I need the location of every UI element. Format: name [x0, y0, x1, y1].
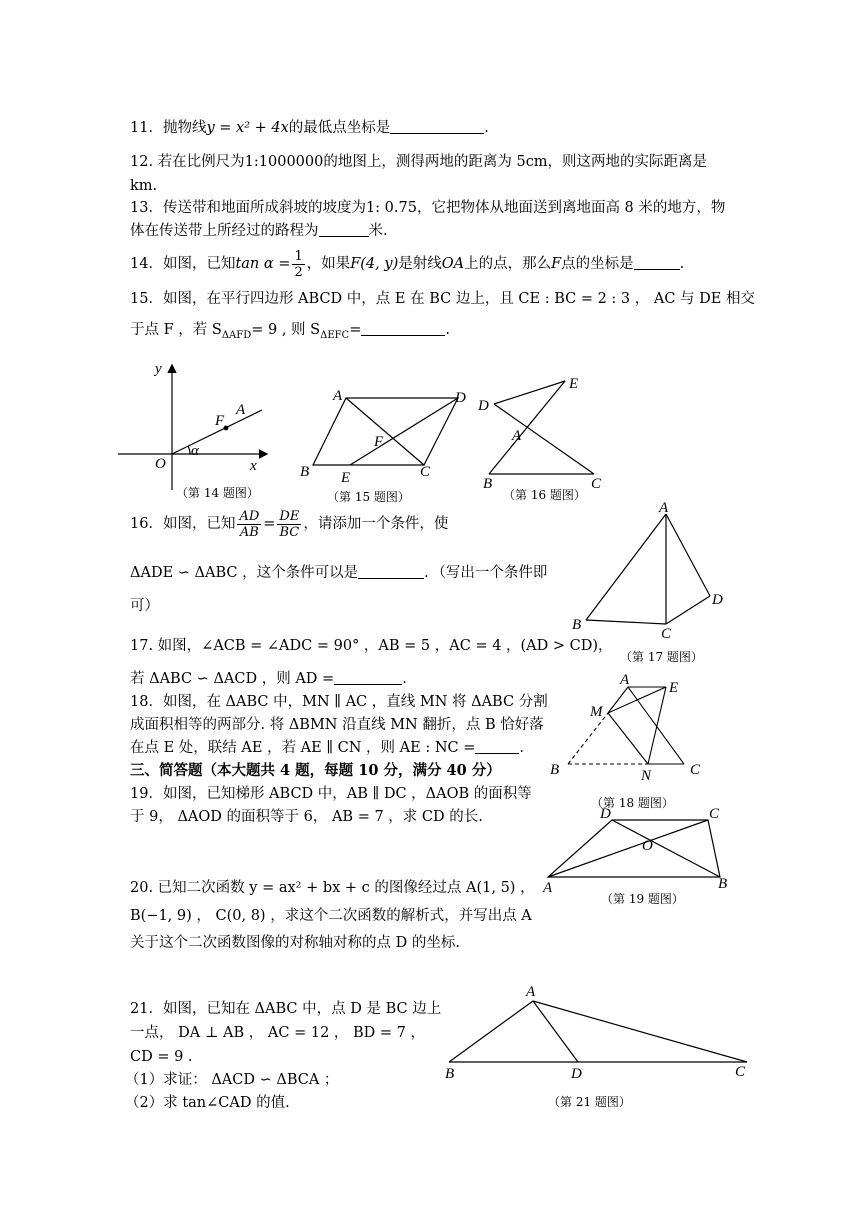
q14-text-g: 上的点，那么	[464, 256, 552, 272]
question-19-line2: 于 9， ΔAOD 的面积等于 6， AB = 7 ，求 CD 的长.	[130, 809, 483, 825]
line-ad	[533, 1001, 578, 1062]
q18-answer-blank[interactable]	[475, 739, 519, 754]
caption-fig18: （第 18 题图）	[591, 796, 674, 810]
fig15-f: F	[374, 434, 384, 450]
q14-point: F(4, y)	[350, 256, 399, 272]
question-18-line1: 18．如图，在 ΔABC 中，MN ∥ AC ，直线 MN 将 ΔABC 分割	[130, 694, 548, 710]
figure-17	[586, 514, 710, 624]
fig15-b: B	[300, 464, 310, 480]
q14-den: 2	[294, 264, 303, 280]
q16-d2: BC	[279, 524, 300, 540]
fig17-c: C	[661, 626, 672, 642]
figure-21	[449, 1001, 747, 1062]
question-15-line1: 15．如图，在平行四边形 ABCD 中，点 E 在 BC 边上，且 CE : BC = 2 : 3 ， AC 与 DE 相交	[130, 291, 755, 307]
question-19-line1: 19．如图，已知梯形 ABCD 中，AB ∥ DC ，ΔAOB 的面积等	[130, 786, 532, 802]
q15-sub2: ΔEFC	[320, 329, 350, 341]
fig17-b: B	[572, 617, 582, 633]
q16-answer-blank[interactable]	[358, 564, 424, 579]
fig14-y: y	[155, 361, 162, 377]
fig14-o: O	[155, 456, 166, 472]
point-f	[224, 426, 228, 430]
question-21-line1: 21．如图，已知在 ΔABC 中，点 D 是 BC 边上	[130, 1001, 442, 1017]
line-me	[608, 687, 666, 713]
fig16-a: A	[512, 428, 522, 444]
q14-text-k: 点的坐标是	[561, 256, 634, 272]
q14-tan: tan α =	[235, 256, 291, 272]
q16-text-c: ΔADE ∽ ΔABC ，这个条件可以是	[130, 565, 359, 581]
q14-ray: OA	[441, 256, 465, 272]
caption-fig21: （第 21 题图）	[548, 1095, 631, 1109]
q15-text-b: = 9 , 则 S	[251, 322, 321, 338]
q14-text-a: 14．如图，已知	[130, 256, 236, 272]
q14-text-c: ，如果	[306, 256, 351, 272]
question-18-line2: 成面积相等的两部分. 将 ΔBMN 沿直线 MN 翻折，点 B 恰好落	[130, 717, 544, 733]
question-20-line1: 20. 已知二次函数 y = ax² + bx + c 的图像经过点 A(1, 5) ，	[130, 880, 535, 896]
line-ab	[449, 1001, 533, 1062]
fig18-b: B	[550, 762, 560, 778]
fig18-a: A	[620, 672, 630, 688]
q17-text: 若 ΔABC ∽ ΔACD ，则 AD =	[130, 671, 335, 687]
angle-arc	[188, 446, 190, 454]
figure-15	[313, 398, 458, 465]
q16-n2: DE	[279, 508, 300, 524]
q15-text-c: =	[349, 322, 362, 338]
fig17-d: D	[712, 592, 723, 608]
caption-fig15: （第 15 题图）	[327, 490, 410, 504]
line-de	[350, 398, 458, 465]
figure-19	[548, 820, 720, 877]
section-3-heading: 三、简答题（本大题共 4 题，每题 10 分，满分 40 分）	[130, 762, 501, 779]
fig21-c: C	[735, 1064, 746, 1080]
fig21-a: A	[526, 984, 536, 1000]
fig15-a: A	[333, 388, 343, 404]
q11-end: .	[484, 120, 489, 136]
question-21-line2: 一点， DA ⊥ AB ， AC = 12 ， BD = 7 ，	[130, 1025, 425, 1041]
fig14-x: x	[250, 458, 257, 474]
fig19-c: C	[709, 806, 720, 822]
line-de	[494, 381, 565, 404]
q13-text: 体在传送带上所经过的路程为	[130, 223, 319, 239]
line-cd	[666, 596, 710, 624]
question-20-line3: 关于这个二次函数图像的对称轴对称的点 D 的坐标.	[130, 935, 460, 951]
fig18-e: E	[669, 680, 679, 696]
fig19-o: O	[642, 838, 653, 854]
line-ad	[666, 514, 710, 596]
fig17-a: A	[659, 500, 669, 516]
q16-text-b: ，请添加一个条件，使	[303, 516, 449, 532]
question-21-line4: （1）求证： ΔACD ∽ ΔBCA ；	[125, 1072, 339, 1088]
fig15-c: C	[420, 464, 431, 480]
fig18-m: M	[590, 704, 603, 720]
q14-num: 1	[294, 248, 303, 264]
question-21-line5: （2）求 tan∠CAD 的值.	[125, 1095, 290, 1111]
question-13-line1: 13．传送带和地面所成斜坡的坡度为1: 0.75，它把物体从地面送到离地面高 8 米的地方，物	[130, 200, 726, 216]
question-18-line3	[130, 738, 524, 758]
fig14-f: F	[215, 413, 225, 429]
trapezoid	[548, 820, 720, 877]
fig18-c: C	[690, 762, 701, 778]
q16-n1: AD	[239, 508, 260, 524]
fig14-a: A	[236, 402, 246, 418]
q16-eq: =	[263, 516, 276, 532]
figure-14	[118, 366, 266, 490]
q15-sub1: ΔAFD	[221, 329, 252, 341]
fig15-e: E	[341, 470, 351, 486]
line-bc	[586, 620, 666, 624]
line-ac	[628, 687, 684, 764]
q14-text-e: 是射线	[398, 256, 442, 272]
line-ac	[533, 1001, 747, 1062]
fig16-e: E	[569, 376, 579, 392]
caption-fig17: （第 17 题图）	[620, 650, 703, 664]
q11-expression: y = x² + 4x	[206, 120, 289, 136]
q16-fraction-1	[237, 509, 261, 540]
q18-end: .	[519, 740, 524, 756]
q17-answer-blank[interactable]	[334, 670, 402, 685]
fig19-d: D	[600, 806, 611, 822]
question-12-line1: 12. 若在比例尺为1:1000000的地图上，测得两地的距离为 5cm，则这两地的实际距离是	[130, 154, 708, 170]
fig15-d: D	[455, 390, 466, 406]
fig19-a: A	[543, 880, 553, 896]
question-17-line2	[130, 669, 407, 689]
line-mn	[608, 713, 648, 764]
q13-unit: 米.	[368, 223, 388, 239]
question-21-line3: CD = 9 .	[130, 1049, 193, 1065]
question-16-line1	[130, 504, 448, 544]
fig19-b: B	[718, 876, 728, 892]
q16-text-d: ．（写出一个条件即	[424, 565, 548, 581]
q16-fraction-2	[277, 509, 301, 540]
caption-fig19: （第 19 题图）	[601, 892, 684, 906]
q14-end: .	[679, 256, 685, 272]
fig16-c: C	[591, 476, 602, 492]
diag-ac	[346, 398, 424, 465]
q11-number: 11．抛物线	[130, 120, 207, 136]
caption-fig16: （第 16 题图）	[503, 488, 586, 502]
fig21-d: D	[571, 1066, 582, 1082]
question-16-line3: 可）	[130, 598, 159, 614]
q15-text-a: 于点 F ，若 S	[130, 322, 222, 338]
question-12-line2: km.	[130, 178, 158, 194]
caption-fig14: （第 14 题图）	[176, 486, 259, 500]
line-en	[648, 687, 666, 764]
question-16-line2	[130, 563, 547, 583]
q16-text-a: 16．如图，已知	[130, 516, 236, 532]
fig16-b: B	[483, 476, 493, 492]
q11-text: 的最低点坐标是	[288, 120, 391, 136]
fig18-n: N	[641, 768, 652, 784]
q16-d1: AB	[239, 524, 259, 540]
question-20-line2: B(−1, 9) ， C(0, 8) ，求这个二次函数的解析式，并写出点 A	[130, 908, 532, 924]
fig16-d: D	[478, 398, 489, 414]
figure-18	[568, 687, 684, 764]
line-bm-dashed	[568, 713, 608, 764]
q17-end: .	[402, 671, 407, 687]
fig14-alpha: α	[191, 443, 199, 459]
q15-end: .	[445, 322, 450, 338]
line-ab	[586, 514, 666, 620]
line-eb	[489, 381, 565, 474]
line-dc	[494, 404, 594, 474]
q18-text: 在点 E 处，联结 AE ，若 AE ∥ CN ，则 AE : NC =	[130, 740, 476, 756]
q14-f: F	[551, 256, 562, 272]
fig21-b: B	[445, 1066, 455, 1082]
figure-16	[489, 381, 594, 474]
question-17-line1: 17. 如图，∠ACB = ∠ADC = 90° ，AB = 5 ，AC = 4 ，(AD > CD)，	[130, 638, 613, 654]
